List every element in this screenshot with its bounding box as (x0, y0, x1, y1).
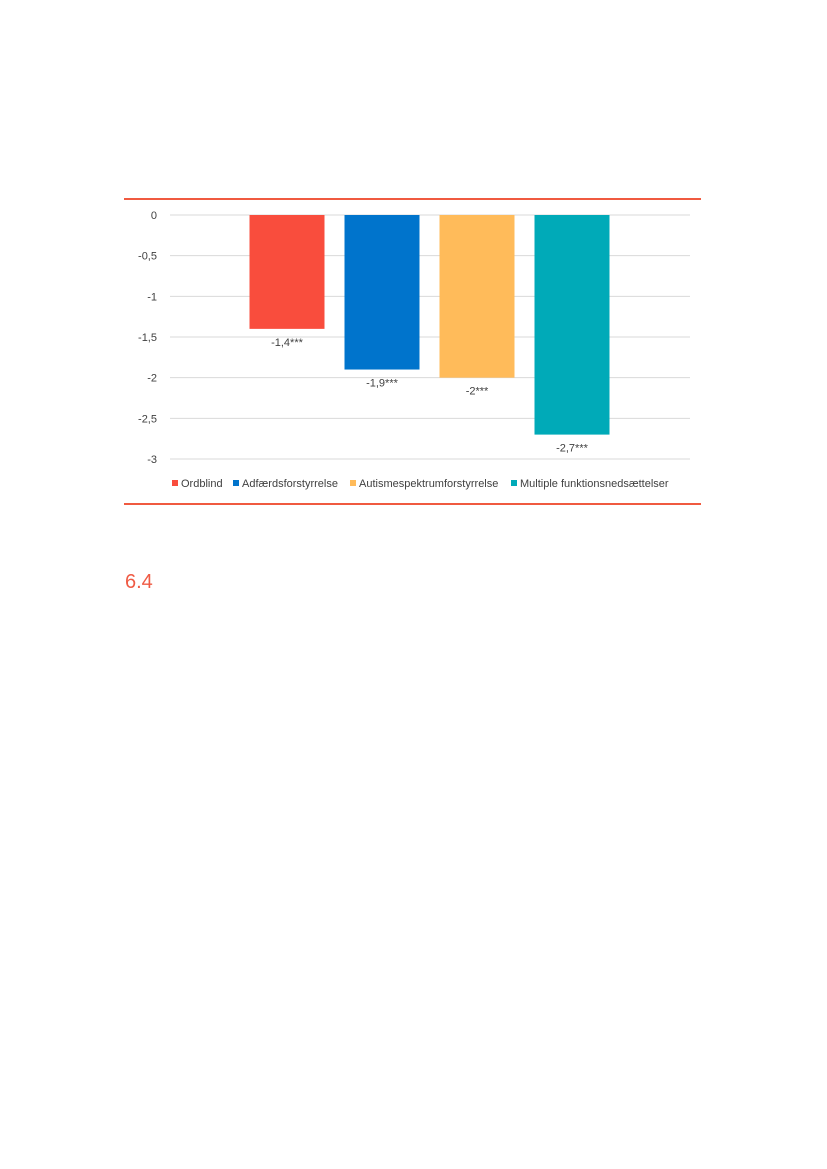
y-tick-label: -2,5 (138, 413, 157, 426)
bar (535, 215, 610, 435)
legend-swatch (172, 480, 178, 486)
legend-label: Multiple funktionsnedsættelser (520, 478, 669, 490)
y-tick-label: -3 (147, 454, 157, 466)
y-tick-label: -1,5 (138, 332, 157, 344)
legend-swatch (350, 480, 356, 486)
legend-swatch (233, 480, 239, 486)
bar-chart (0, 0, 827, 520)
legend-swatch (511, 480, 517, 486)
bar (440, 215, 515, 378)
bottom-rule (124, 503, 701, 505)
legend-label: Ordblind (181, 478, 223, 490)
y-tick-label: -2 (147, 372, 157, 385)
data-label: -1,9*** (366, 377, 398, 390)
bar (345, 215, 420, 370)
legend-label: Adfærdsforstyrrelse (242, 478, 338, 490)
data-label: -2,7*** (556, 442, 588, 455)
y-tick-label: -0,5 (138, 250, 157, 263)
section-number: 6.4 (125, 571, 153, 593)
legend-label: Autismespektrumforstyrrelse (359, 478, 499, 490)
y-tick-label: 0 (150, 210, 157, 222)
data-label: -2*** (465, 385, 489, 398)
y-tick-label: -1 (147, 291, 157, 304)
data-label: -1,4*** (271, 336, 303, 349)
bar (250, 215, 325, 329)
